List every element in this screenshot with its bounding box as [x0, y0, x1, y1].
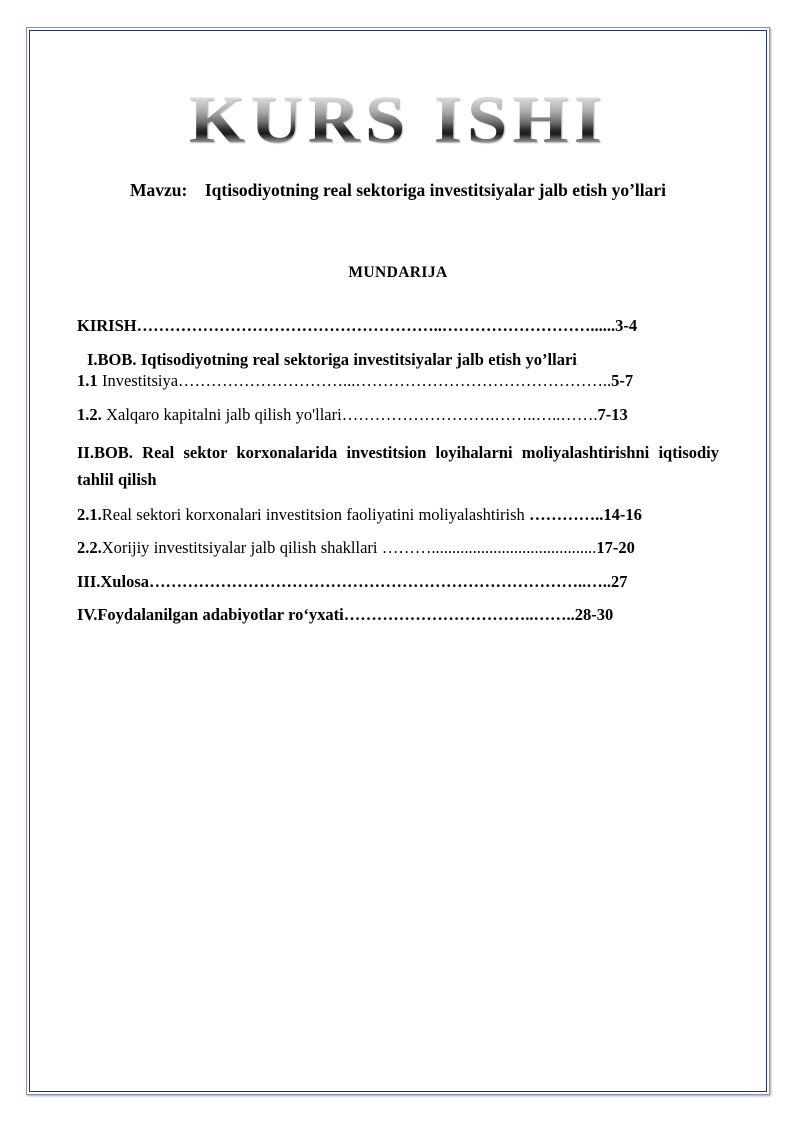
toc-leader-dots: ……………………………………………………………………..…..	[149, 571, 611, 591]
toc-entry-pages: 17-20	[596, 538, 635, 558]
toc-leader-dots: ………………………………………………..………………………......	[136, 316, 616, 336]
subject-line	[77, 179, 719, 202]
toc-entry-number: 2.2.	[77, 538, 102, 558]
toc-entry-2-1	[77, 504, 719, 524]
toc-entry-2-2	[77, 540, 719, 557]
toc-leader-dots: ……………………………..……..	[343, 605, 575, 625]
toc-chapter-heading: I.BOB. Iqtisodiyotning real sektoriga investitsiyalar jalb etish yo’llari	[87, 349, 577, 369]
toc-entry-label: Investitsiya	[97, 371, 179, 391]
toc-entry-pages: 3-4	[615, 316, 638, 336]
toc-leader-dots: ……………………….……..…..…….	[341, 404, 598, 424]
toc-entry-pages: 14-16	[603, 504, 642, 524]
table-of-contents	[77, 318, 719, 623]
subject-spacer	[192, 180, 201, 200]
toc-entry-kirish	[77, 318, 719, 335]
toc-entry-1-2	[77, 404, 719, 424]
toc-entry-1-1	[77, 373, 719, 390]
toc-entry-pages: 27	[611, 571, 628, 591]
toc-entry-chapter-1	[77, 349, 719, 369]
document-content-area	[26, 27, 770, 1095]
subject-label: Mavzu:	[129, 180, 188, 200]
toc-entry-xulosa	[77, 571, 719, 591]
toc-entry-number: 2.1.	[77, 504, 102, 524]
toc-entry-label: Real sektori korxonalari investitsion faoliyatini moliyalashtirish	[101, 504, 530, 524]
toc-entry-label: Xorijiy investitsiyalar jalb qilish shakllari	[101, 538, 382, 558]
toc-entry-number: 1.2.	[77, 404, 102, 424]
toc-entry-label: IV.Foydalanilgan adabiyotlar ro‘yxati	[77, 605, 344, 625]
toc-entry-adabiyotlar	[77, 607, 719, 624]
toc-entry-label: KIRISH	[77, 316, 137, 336]
toc-entry-pages: 7-13	[597, 404, 628, 424]
subject-text: Iqtisodiyotning real sektoriga investitsiyalar jalb etish yo’llari	[204, 180, 667, 200]
toc-entry-pages: 5-7	[611, 371, 634, 391]
wordart-title: KURS ISHI	[58, 85, 739, 153]
toc-entry-number: 1.1	[77, 371, 98, 391]
toc-entry-pages: 28-30	[574, 605, 614, 625]
toc-entry-label: III.Xulosa	[77, 571, 149, 591]
toc-leader-dots: …………..	[529, 504, 604, 524]
toc-entry-chapter-2	[77, 440, 719, 493]
toc-entry-label: Xalqaro kapitalni jalb qilish yo'llari	[101, 404, 342, 424]
toc-chapter-heading: II.BOB. Real sektor korxonalarida investitsion loyihalarni moliyalashtirishni iqtisodiy tahlil qilish	[77, 443, 719, 489]
toc-leader-dots: ………........................................	[381, 538, 597, 558]
toc-leader-dots: …………………………...………………………………………..	[178, 371, 612, 391]
contents-heading: MUNDARIJA	[348, 264, 448, 282]
